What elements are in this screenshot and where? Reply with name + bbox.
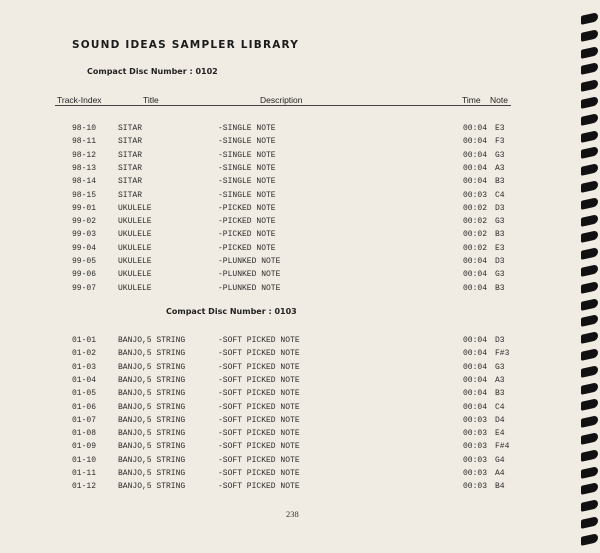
track-time: 00:04 [463, 270, 488, 280]
spiral-coil [581, 483, 598, 496]
track-description: -SINGLE NOTE [218, 124, 276, 133]
table-row [0, 149, 600, 162]
table-row [0, 255, 600, 268]
table-row [0, 427, 600, 440]
track-description: -SINGLE NOTE [218, 163, 276, 173]
table-row [0, 414, 600, 427]
table-row [0, 135, 600, 148]
track-title: BANJO,5 STRING [118, 402, 186, 412]
spiral-coil [581, 516, 598, 529]
track-description: -SOFT PICKED NOTE [218, 375, 300, 385]
spiral-coil [581, 79, 598, 92]
track-title: BANJO,5 STRING [118, 469, 186, 478]
track-time: 00:04 [463, 283, 488, 293]
spiral-coil [581, 264, 598, 277]
table-row [0, 440, 600, 453]
track-time: 00:03 [463, 482, 488, 492]
track-note: D3 [495, 336, 505, 345]
track-description: -PLUNKED NOTE [218, 283, 281, 293]
track-description: -PICKED NOTE [218, 243, 276, 253]
track-description: -SOFT PICKED NOTE [218, 362, 300, 372]
track-time: 00:04 [463, 163, 488, 173]
track-note: E3 [495, 243, 505, 253]
track-time: 00:03 [463, 190, 488, 200]
table-row [0, 228, 600, 241]
table-row [0, 361, 600, 374]
header-track-index: Track-Index [57, 95, 102, 105]
spiral-binding [578, 0, 600, 553]
spiral-coil [581, 96, 598, 109]
track-index: 98-13 [72, 163, 97, 173]
page-number: 238 [286, 509, 299, 519]
track-index: 01-08 [72, 429, 97, 439]
track-title: BANJO,5 STRING [118, 455, 186, 465]
track-title: UKULELE [118, 283, 152, 293]
track-description: -SOFT PICKED NOTE [218, 482, 300, 492]
spiral-coil [581, 29, 598, 42]
track-title: SITAR [118, 137, 143, 147]
spiral-coil [581, 348, 598, 361]
spiral-coil [581, 315, 598, 328]
table-row [0, 268, 600, 281]
track-description: -SOFT PICKED NOTE [218, 469, 300, 478]
track-index: 01-02 [72, 349, 97, 359]
track-title: BANJO,5 STRING [118, 442, 186, 452]
spiral-coil [581, 130, 598, 143]
track-description: -SINGLE NOTE [218, 150, 276, 160]
track-description: -PICKED NOTE [218, 217, 276, 227]
track-title: SITAR [118, 150, 143, 160]
spiral-coil [581, 298, 598, 311]
spiral-coil [581, 163, 598, 176]
track-title: SITAR [118, 163, 143, 173]
header-note: Note [490, 95, 508, 105]
track-note: F#4 [495, 442, 510, 452]
spiral-coil [581, 214, 598, 227]
table-row [0, 202, 600, 215]
table-row [0, 387, 600, 400]
track-description: -SOFT PICKED NOTE [218, 402, 300, 412]
table-row [0, 162, 600, 175]
track-note: B4 [495, 482, 505, 492]
track-time: 00:03 [463, 415, 488, 425]
track-index: 98-12 [72, 150, 97, 160]
track-time: 00:04 [463, 336, 488, 345]
spiral-coil [581, 365, 598, 378]
track-title: UKULELE [118, 243, 152, 253]
track-title: BANJO,5 STRING [118, 429, 186, 439]
track-description: -PICKED NOTE [218, 203, 276, 213]
track-note: C4 [495, 402, 505, 412]
track-time: 00:04 [463, 177, 488, 187]
track-description: -SINGLE NOTE [218, 137, 276, 147]
track-note: G3 [495, 270, 505, 280]
track-title: BANJO,5 STRING [118, 482, 186, 492]
track-note: B3 [495, 177, 505, 187]
track-index: 01-01 [72, 336, 97, 345]
table-row [0, 480, 600, 493]
track-time: 00:04 [463, 362, 488, 372]
track-description: -SOFT PICKED NOTE [218, 349, 300, 359]
track-note: A3 [495, 163, 505, 173]
spiral-coil [581, 449, 598, 462]
track-index: 98-14 [72, 177, 97, 187]
track-description: -PICKED NOTE [218, 230, 276, 240]
disc-heading-0103: Compact Disc Number : 0103 [166, 307, 297, 316]
track-index: 99-02 [72, 217, 97, 227]
header-time: Time [462, 95, 481, 105]
track-index: 01-10 [72, 455, 97, 465]
spiral-coil [581, 281, 598, 294]
track-title: BANJO,5 STRING [118, 349, 186, 359]
track-description: -PLUNKED NOTE [218, 270, 281, 280]
spiral-coil [581, 466, 598, 479]
track-note: B3 [495, 230, 505, 240]
track-index: 98-11 [72, 137, 97, 147]
track-note: G3 [495, 150, 505, 160]
table-row [0, 347, 600, 360]
track-time: 00:04 [463, 124, 488, 133]
spiral-coil [581, 533, 598, 546]
track-description: -SOFT PICKED NOTE [218, 455, 300, 465]
track-index: 99-04 [72, 243, 97, 253]
track-note: A3 [495, 375, 505, 385]
track-time: 00:02 [463, 243, 488, 253]
table-row [0, 242, 600, 255]
track-index: 98-15 [72, 190, 97, 200]
track-time: 00:04 [463, 375, 488, 385]
track-note: B3 [495, 283, 505, 293]
track-description: -PLUNKED NOTE [218, 257, 281, 266]
table-row [0, 189, 600, 202]
track-index: 98-10 [72, 124, 97, 133]
track-title: BANJO,5 STRING [118, 362, 186, 372]
track-description: -SOFT PICKED NOTE [218, 442, 300, 452]
track-note: D4 [495, 415, 505, 425]
spiral-coil [581, 180, 598, 193]
track-index: 99-06 [72, 270, 97, 280]
header-description: Description [260, 95, 303, 105]
track-time: 00:04 [463, 349, 488, 359]
track-time: 00:04 [463, 150, 488, 160]
track-index: 01-05 [72, 389, 97, 399]
header-divider [55, 105, 511, 106]
track-note: G4 [495, 455, 505, 465]
table-row [0, 467, 600, 480]
track-time: 00:02 [463, 230, 488, 240]
spiral-coil [581, 382, 598, 395]
spiral-coil [581, 399, 598, 412]
track-description: -SINGLE NOTE [218, 190, 276, 200]
spiral-coil [581, 46, 598, 59]
track-note: B3 [495, 389, 505, 399]
spiral-coil [581, 331, 598, 344]
track-description: -SOFT PICKED NOTE [218, 429, 300, 439]
track-title: BANJO,5 STRING [118, 375, 186, 385]
track-note: E3 [495, 124, 505, 133]
track-time: 00:03 [463, 455, 488, 465]
track-note: F3 [495, 137, 505, 147]
spiral-coil [581, 197, 598, 210]
track-time: 00:02 [463, 203, 488, 213]
track-time: 00:03 [463, 469, 488, 478]
track-title: UKULELE [118, 230, 152, 240]
spiral-coil [581, 63, 598, 76]
track-index: 01-03 [72, 362, 97, 372]
page-title: SOUND IDEAS SAMPLER LIBRARY [72, 39, 300, 51]
track-note: G3 [495, 362, 505, 372]
track-note: G3 [495, 217, 505, 227]
track-index: 01-11 [72, 469, 97, 478]
track-title: UKULELE [118, 270, 152, 280]
spiral-coil [581, 231, 598, 244]
track-note: E4 [495, 429, 505, 439]
track-title: BANJO,5 STRING [118, 415, 186, 425]
track-description: -SOFT PICKED NOTE [218, 415, 300, 425]
track-title: UKULELE [118, 203, 152, 213]
track-title: SITAR [118, 177, 143, 187]
track-index: 01-09 [72, 442, 97, 452]
track-note: C4 [495, 190, 505, 200]
track-index: 01-12 [72, 482, 97, 492]
spiral-coil [581, 432, 598, 445]
track-title: UKULELE [118, 217, 152, 227]
track-title: BANJO,5 STRING [118, 336, 186, 345]
table-row [0, 175, 600, 188]
track-description: -SOFT PICKED NOTE [218, 336, 300, 345]
track-time: 00:04 [463, 137, 488, 147]
table-row [0, 401, 600, 414]
track-index: 99-01 [72, 203, 97, 213]
table-row [0, 374, 600, 387]
spiral-coil [581, 415, 598, 428]
spiral-coil [581, 12, 598, 25]
track-index: 01-04 [72, 375, 97, 385]
track-time: 00:03 [463, 429, 488, 439]
spiral-coil [581, 499, 598, 512]
track-index: 01-06 [72, 402, 97, 412]
track-time: 00:02 [463, 217, 488, 227]
table-row [0, 334, 600, 347]
spiral-coil [581, 113, 598, 126]
header-title: Title [143, 95, 159, 105]
track-description: -SINGLE NOTE [218, 177, 276, 187]
track-index: 99-03 [72, 230, 97, 240]
track-note: D3 [495, 257, 505, 266]
track-time: 00:04 [463, 389, 488, 399]
track-note: A4 [495, 469, 505, 478]
track-time: 00:03 [463, 442, 488, 452]
track-time: 00:04 [463, 402, 488, 412]
spiral-coil [581, 147, 598, 160]
track-title: BANJO,5 STRING [118, 389, 186, 399]
track-index: 99-05 [72, 257, 97, 266]
track-title: SITAR [118, 124, 143, 133]
table-row [0, 122, 600, 135]
disc-heading-0102: Compact Disc Number : 0102 [87, 67, 218, 76]
track-description: -SOFT PICKED NOTE [218, 389, 300, 399]
track-index: 01-07 [72, 415, 97, 425]
spiral-coil [581, 247, 598, 260]
track-title: SITAR [118, 190, 143, 200]
table-row [0, 282, 600, 295]
track-note: D3 [495, 203, 505, 213]
track-time: 00:04 [463, 257, 488, 266]
track-note: F#3 [495, 349, 510, 359]
table-row [0, 215, 600, 228]
track-index: 99-07 [72, 283, 97, 293]
track-title: UKULELE [118, 257, 152, 266]
table-row [0, 454, 600, 467]
